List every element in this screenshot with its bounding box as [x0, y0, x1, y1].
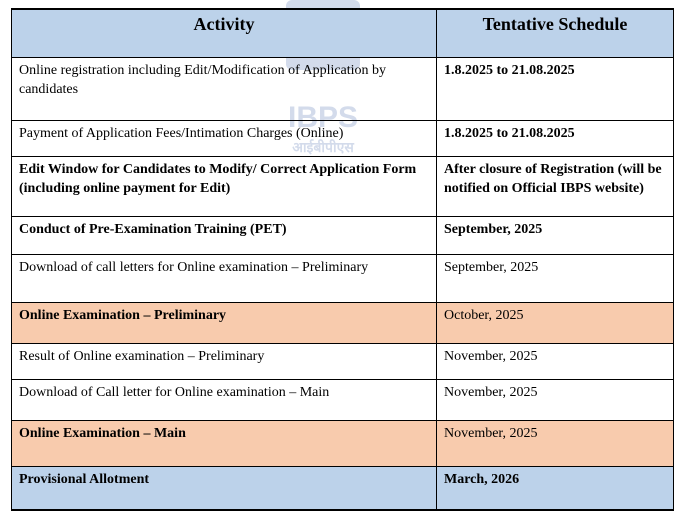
schedule-cell: September, 2025: [437, 216, 674, 254]
schedule-cell: September, 2025: [437, 254, 674, 302]
activity-cell: Download of Call letter for Online examination – Main: [12, 379, 437, 420]
schedule-cell: October, 2025: [437, 302, 674, 343]
table-row-highlighted: [12, 466, 674, 510]
table-row-highlighted: [12, 302, 674, 343]
header-activity: Activity: [12, 9, 437, 57]
schedule-cell: 1.8.2025 to 21.08.2025: [437, 120, 674, 156]
schedule-cell: November, 2025: [437, 420, 674, 466]
schedule-cell: After closure of Registration (will be notified on Official IBPS website): [437, 156, 674, 216]
schedule-cell: November, 2025: [437, 379, 674, 420]
table-row: [12, 156, 674, 216]
activity-cell: Provisional Allotment: [12, 466, 437, 510]
table-row: [12, 379, 674, 420]
activity-cell: Online registration including Edit/Modification of Application by candidates: [12, 57, 437, 120]
table-row: [12, 216, 674, 254]
activity-cell: Online Examination – Preliminary: [12, 302, 437, 343]
schedule-table: [11, 8, 674, 511]
table-row: [12, 343, 674, 379]
table-row: [12, 254, 674, 302]
table-row-highlighted: [12, 420, 674, 466]
activity-cell: Payment of Application Fees/Intimation Charges (Online): [12, 120, 437, 156]
activity-cell: Edit Window for Candidates to Modify/ Correct Application Form (including online payment for Edit): [12, 156, 437, 216]
activity-cell: Conduct of Pre-Examination Training (PET): [12, 216, 437, 254]
activity-cell: Online Examination – Main: [12, 420, 437, 466]
watermark-hindi-text: आईबीपीएस: [292, 139, 354, 155]
header-tentative-schedule: Tentative Schedule: [437, 9, 674, 57]
table-header-row: [12, 9, 674, 57]
schedule-cell: 1.8.2025 to 21.08.2025: [437, 57, 674, 120]
schedule-cell: March, 2026: [437, 466, 674, 510]
table-row: [12, 120, 674, 156]
schedule-cell: November, 2025: [437, 343, 674, 379]
activity-cell: Download of call letters for Online examination – Preliminary: [12, 254, 437, 302]
watermark-logo-text: IBPS: [287, 101, 359, 134]
activity-cell: Result of Online examination – Preliminary: [12, 343, 437, 379]
table-row: [12, 57, 674, 120]
